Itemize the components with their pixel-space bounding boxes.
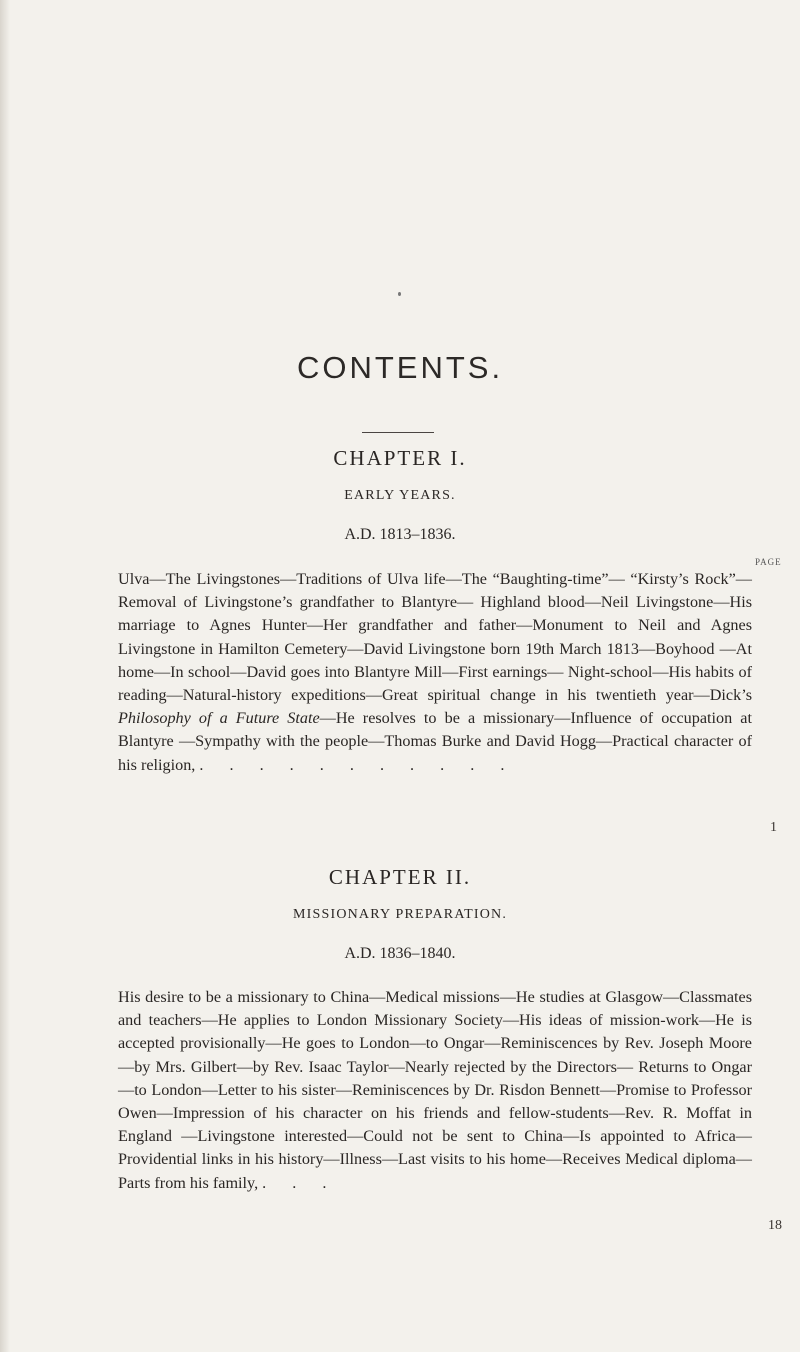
paper-speck bbox=[398, 292, 401, 296]
chapter-2-dot-leader: . . . bbox=[262, 1173, 338, 1192]
chapter-2-page-number: 18 bbox=[768, 1218, 782, 1233]
chapter-1-heading: CHAPTER I. bbox=[333, 446, 467, 470]
chapter-1-summary-italic-title: Philosophy of a Future State bbox=[118, 709, 320, 728]
chapter-1-dates: A.D. 1813–1836. bbox=[344, 526, 456, 543]
chapter-1-summary-text-a: Ulva—The Livingstones—Traditions of Ulva life—The “Baughting-time”— “Kirsty’s Rock”—Removal of Livingstone’s grandfather to Blantyre— Highland blood—Neil Livingstone—His marriage to Agnes Hunter—Her grandfather and father—Monument to Neil and Agnes Livingstone in Hamilton Cemetery—David Livingstone born 19th March 1813—Boyhood —At home—In school—David goes into Blantyre Mill—First earnings— Night-school—His habits of reading—Natural-history expeditions—Great spiritual change in his twentieth year—Dick’s bbox=[118, 570, 752, 705]
chapter-2-summary bbox=[118, 986, 752, 1195]
page-column-header: PAGE bbox=[755, 557, 782, 567]
chapter-2-dates: A.D. 1836–1840. bbox=[344, 945, 456, 962]
title-divider bbox=[362, 432, 434, 433]
chapter-1-subtitle: EARLY YEARS. bbox=[344, 488, 456, 503]
page-edge-shadow bbox=[0, 0, 10, 1352]
chapter-1-summary-text-b: —He resolves to be a missionary—Influence of occupation at Blantyre —Sympathy with the people—Thomas Burke and David Hogg—Practical character of his religion, bbox=[118, 709, 752, 774]
chapter-2-summary-text: His desire to be a missionary to China—Medical missions—He studies at Glasgow—Classmates and teachers—He applies to London Missionary Society—His ideas of mission-work—He is accepted provisionally—He goes to London—to Ongar—Reminiscences by Rev. Joseph Moore—by Mrs. Gilbert—by Rev. Isaac Taylor—Nearly rejected by the Directors— Returns to Ongar—to London—Letter to his sister—Reminiscences by Dr. Risdon Bennett—Promise to Professor Owen—Impression of his character on his friends and fellow-students—Rev. R. Moffat in England —Livingstone interested—Could not be sent to China—Is appointed to Africa—Providential links in his history—Illness—Last visits to his home—Receives Medical diploma—Parts from his family, bbox=[118, 988, 752, 1192]
chapter-1-page-number: 1 bbox=[770, 820, 777, 835]
chapter-2-heading: CHAPTER II. bbox=[328, 865, 472, 889]
chapter-1-summary bbox=[118, 568, 752, 777]
chapter-1-dot-leader: . . . . . . . . . . . bbox=[199, 755, 516, 774]
contents-title: CONTENTS. bbox=[296, 350, 504, 385]
chapter-2-subtitle: MISSIONARY PREPARATION. bbox=[292, 907, 508, 922]
